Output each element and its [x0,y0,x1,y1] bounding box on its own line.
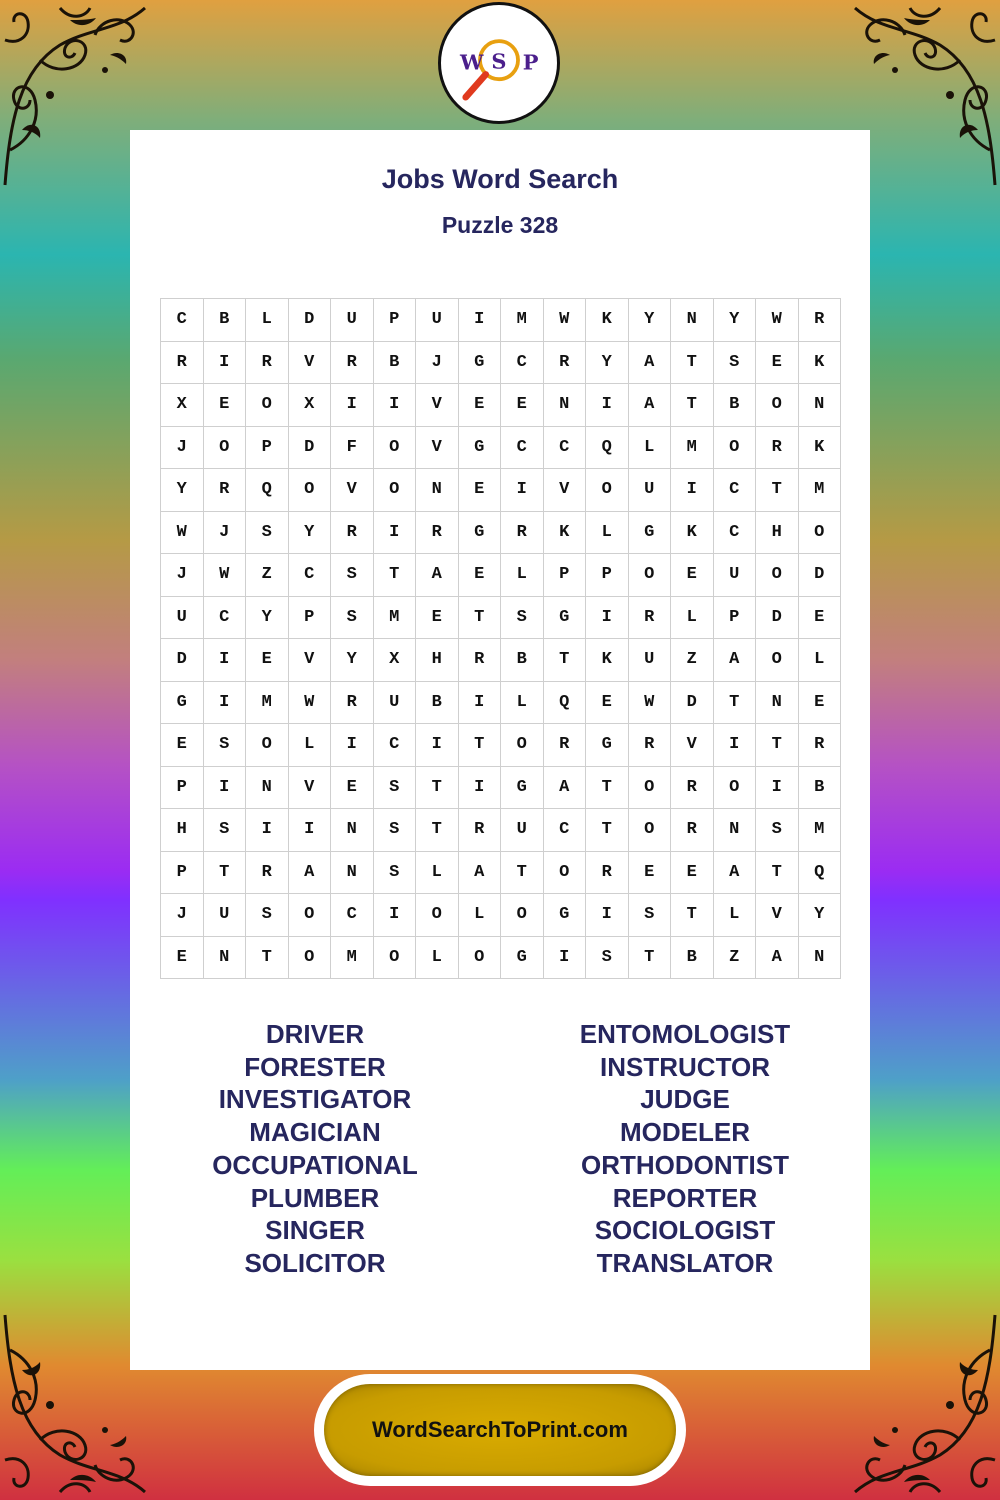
grid-cell[interactable]: U [501,809,544,852]
grid-cell[interactable]: V [331,469,374,512]
word-list-item: MAGICIAN [249,1117,381,1148]
grid-cell[interactable]: L [459,894,502,937]
grid-cell[interactable]: J [161,554,204,597]
grid-cell[interactable]: I [544,937,587,980]
grid-cell[interactable]: A [714,639,757,682]
grid-cell[interactable]: R [246,852,289,895]
corner-ornament-top-right [850,0,1000,190]
grid-cell[interactable]: L [586,512,629,555]
grid-cell[interactable]: B [204,299,247,342]
grid-cell[interactable]: R [671,809,714,852]
grid-cell[interactable]: I [204,682,247,725]
grid-cell[interactable]: B [714,384,757,427]
grid-cell[interactable]: M [799,469,842,512]
grid-cell[interactable]: P [374,299,417,342]
grid-cell[interactable]: H [756,512,799,555]
grid-cell[interactable]: V [289,767,332,810]
grid-cell[interactable]: P [586,554,629,597]
grid-cell[interactable]: T [544,639,587,682]
grid-cell[interactable]: J [161,427,204,470]
website-link-button[interactable]: WordSearchToPrint.com [324,1384,676,1476]
grid-cell[interactable]: E [459,469,502,512]
grid-cell[interactable]: K [671,512,714,555]
grid-cell[interactable]: M [671,427,714,470]
grid-cell[interactable]: Q [586,427,629,470]
grid-cell[interactable]: H [161,809,204,852]
corner-ornament-bottom-right [850,1310,1000,1500]
grid-cell[interactable]: R [544,342,587,385]
grid-cell[interactable]: K [544,512,587,555]
word-list-item: SINGER [265,1215,365,1246]
grid-cell[interactable]: I [331,384,374,427]
grid-cell[interactable]: I [501,469,544,512]
grid-cell[interactable]: Q [799,852,842,895]
grid-cell[interactable]: O [714,427,757,470]
grid-cell[interactable]: I [374,894,417,937]
grid-cell[interactable]: E [161,724,204,767]
grid-cell[interactable]: L [416,852,459,895]
grid-cell[interactable]: G [501,937,544,980]
grid-cell[interactable]: T [671,384,714,427]
grid-cell[interactable]: G [544,597,587,640]
grid-cell[interactable]: K [586,299,629,342]
grid-cell[interactable]: G [459,512,502,555]
grid-cell[interactable]: T [459,597,502,640]
grid-cell[interactable]: A [629,342,672,385]
grid-cell[interactable]: T [501,852,544,895]
grid-cell[interactable]: W [161,512,204,555]
grid-cell[interactable]: E [799,597,842,640]
grid-cell[interactable]: L [501,682,544,725]
grid-cell[interactable]: I [204,767,247,810]
grid-cell[interactable]: N [714,809,757,852]
grid-cell[interactable]: T [204,852,247,895]
grid-cell[interactable]: P [544,554,587,597]
grid-cell[interactable]: N [756,682,799,725]
grid-cell[interactable]: I [374,512,417,555]
grid-cell[interactable]: W [289,682,332,725]
grid-cell[interactable]: U [331,299,374,342]
grid-cell[interactable]: K [799,342,842,385]
grid-cell[interactable]: E [671,554,714,597]
grid-cell[interactable]: L [799,639,842,682]
grid-cell[interactable]: S [586,937,629,980]
grid-cell[interactable]: S [756,809,799,852]
word-list-item: JUDGE [640,1084,730,1115]
logo-letter-p: P [522,49,539,75]
word-list-item: OCCUPATIONAL [212,1149,418,1180]
grid-cell[interactable]: C [544,809,587,852]
grid-cell[interactable]: P [714,597,757,640]
grid-cell[interactable]: A [459,852,502,895]
grid-cell[interactable]: I [459,767,502,810]
grid-cell[interactable]: E [671,852,714,895]
grid-cell[interactable]: Y [629,299,672,342]
grid-cell[interactable]: P [246,427,289,470]
grid-cell[interactable]: K [586,639,629,682]
grid-cell[interactable]: C [714,512,757,555]
word-list-item: TRANSLATOR [596,1247,774,1278]
grid-cell[interactable]: I [459,682,502,725]
grid-cell[interactable]: G [459,342,502,385]
grid-cell[interactable]: E [331,767,374,810]
grid-cell[interactable]: E [629,852,672,895]
grid-cell[interactable]: N [204,937,247,980]
grid-cell[interactable]: A [289,852,332,895]
grid-cell[interactable]: X [374,639,417,682]
grid-cell[interactable]: B [374,342,417,385]
grid-cell[interactable]: E [799,682,842,725]
grid-cell[interactable]: T [416,809,459,852]
grid-cell[interactable]: R [799,299,842,342]
grid-cell[interactable]: G [629,512,672,555]
letter-grid [160,298,841,979]
grid-cell[interactable]: U [629,639,672,682]
grid-cell[interactable]: A [714,852,757,895]
grid-cell[interactable]: D [671,682,714,725]
grid-cell[interactable]: C [501,342,544,385]
logo-letter-s: S [491,48,507,74]
puzzle-number: Puzzle 328 [441,212,559,238]
grid-cell[interactable]: C [331,894,374,937]
grid-cell[interactable]: T [756,852,799,895]
grid-cell[interactable]: N [246,767,289,810]
grid-cell[interactable]: L [416,937,459,980]
grid-cell[interactable]: S [374,809,417,852]
grid-cell[interactable]: R [246,342,289,385]
grid-cell[interactable]: P [161,767,204,810]
grid-cell[interactable]: B [671,937,714,980]
grid-cell[interactable]: T [459,724,502,767]
grid-cell[interactable]: R [501,512,544,555]
word-list-item: PLUMBER [250,1182,380,1213]
grid-cell[interactable]: Y [586,342,629,385]
grid-cell[interactable]: C [544,427,587,470]
grid-cell[interactable]: J [416,342,459,385]
grid-cell[interactable]: C [374,724,417,767]
magnifier-icon [466,74,486,97]
grid-cell[interactable]: L [246,299,289,342]
grid-cell[interactable]: O [629,554,672,597]
grid-cell[interactable]: T [629,937,672,980]
word-list-item: MODELER [620,1117,750,1148]
grid-cell[interactable]: N [544,384,587,427]
grid-cell[interactable]: A [629,384,672,427]
grid-cell[interactable]: E [459,554,502,597]
grid-cell[interactable]: S [246,894,289,937]
grid-cell[interactable]: I [416,724,459,767]
grid-cell[interactable]: O [374,427,417,470]
grid-cell[interactable]: M [799,809,842,852]
grid-cell[interactable]: N [331,809,374,852]
grid-cell[interactable]: W [629,682,672,725]
grid-cell[interactable]: W [544,299,587,342]
grid-cell[interactable]: N [799,937,842,980]
grid-cell[interactable]: I [586,384,629,427]
grid-cell[interactable]: S [204,724,247,767]
grid-cell[interactable]: O [544,852,587,895]
site-logo[interactable] [438,2,560,124]
grid-cell[interactable]: I [459,299,502,342]
grid-cell[interactable]: U [714,554,757,597]
grid-cell[interactable]: U [204,894,247,937]
grid-cell[interactable]: O [756,639,799,682]
grid-cell[interactable]: T [416,767,459,810]
grid-cell[interactable]: O [629,767,672,810]
grid-cell[interactable]: L [629,427,672,470]
grid-cell[interactable]: O [246,724,289,767]
grid-cell[interactable]: S [331,554,374,597]
grid-cell[interactable]: E [204,384,247,427]
word-list-item: ORTHODONTIST [581,1149,789,1180]
grid-cell[interactable]: A [756,937,799,980]
word-list-item: SOCIOLOGIST [594,1215,776,1246]
grid-cell[interactable]: R [331,682,374,725]
grid-cell[interactable]: D [756,597,799,640]
grid-cell[interactable]: I [714,724,757,767]
grid-cell[interactable]: X [289,384,332,427]
grid-cell[interactable]: R [204,469,247,512]
grid-cell[interactable]: V [756,894,799,937]
grid-cell[interactable]: P [289,597,332,640]
grid-cell[interactable]: V [671,724,714,767]
grid-cell[interactable]: M [246,682,289,725]
grid-cell[interactable]: Z [246,554,289,597]
grid-cell[interactable]: V [289,342,332,385]
grid-cell[interactable]: O [756,554,799,597]
word-list-item: DRIVER [265,1019,365,1049]
grid-cell[interactable]: O [374,937,417,980]
grid-cell[interactable]: O [246,384,289,427]
grid-cell[interactable]: Y [799,894,842,937]
grid-cell[interactable]: L [501,554,544,597]
grid-cell[interactable]: R [586,852,629,895]
grid-cell[interactable]: T [374,554,417,597]
grid-cell[interactable]: U [374,682,417,725]
grid-cell[interactable]: I [756,767,799,810]
grid-cell[interactable]: Z [671,639,714,682]
grid-cell[interactable]: G [459,427,502,470]
puzzle-title: Jobs Word Search [381,164,619,194]
grid-cell[interactable]: D [289,299,332,342]
grid-cell[interactable]: X [161,384,204,427]
grid-cell[interactable]: O [416,894,459,937]
grid-cell[interactable]: B [799,767,842,810]
grid-cell[interactable]: U [416,299,459,342]
grid-cell[interactable]: E [586,682,629,725]
grid-cell[interactable]: N [671,299,714,342]
grid-cell[interactable]: S [374,852,417,895]
grid-cell[interactable]: N [799,384,842,427]
grid-cell[interactable]: D [161,639,204,682]
grid-cell[interactable]: Q [544,682,587,725]
word-list-item: REPORTER [612,1182,758,1213]
grid-cell[interactable]: D [799,554,842,597]
grid-cell[interactable]: M [501,299,544,342]
grid-cell[interactable]: T [671,342,714,385]
grid-cell[interactable]: U [161,597,204,640]
grid-cell[interactable]: E [161,937,204,980]
corner-ornament-bottom-left [0,1310,150,1500]
grid-cell[interactable]: T [586,809,629,852]
grid-cell[interactable]: E [459,384,502,427]
grid-cell[interactable]: T [586,767,629,810]
grid-cell[interactable]: Y [246,597,289,640]
grid-cell[interactable]: T [756,724,799,767]
grid-cell[interactable]: R [671,767,714,810]
grid-cell[interactable]: R [544,724,587,767]
word-list-right-column [500,1018,870,1280]
grid-cell[interactable]: R [459,639,502,682]
grid-cell[interactable]: R [416,512,459,555]
grid-cell[interactable]: V [544,469,587,512]
grid-cell[interactable]: I [331,724,374,767]
grid-cell[interactable]: A [416,554,459,597]
grid-cell[interactable]: O [714,767,757,810]
grid-cell[interactable]: M [331,937,374,980]
grid-cell[interactable]: O [501,894,544,937]
grid-cell[interactable]: O [501,724,544,767]
grid-cell[interactable]: E [416,597,459,640]
grid-cell[interactable]: J [204,512,247,555]
grid-cell[interactable]: T [671,894,714,937]
grid-cell[interactable]: C [289,554,332,597]
grid-cell[interactable]: Y [714,299,757,342]
grid-cell[interactable]: Y [331,639,374,682]
grid-cell[interactable]: G [544,894,587,937]
word-list-item: SOLICITOR [244,1247,386,1278]
grid-cell[interactable]: T [246,937,289,980]
grid-cell[interactable]: S [246,512,289,555]
grid-cell[interactable]: L [289,724,332,767]
grid-cell[interactable]: R [799,724,842,767]
grid-cell[interactable]: V [416,427,459,470]
puzzle-sheet [130,130,870,1370]
grid-cell[interactable]: L [671,597,714,640]
grid-cell[interactable]: M [374,597,417,640]
grid-cell[interactable]: C [161,299,204,342]
grid-cell[interactable]: R [459,809,502,852]
word-list-item: FORESTER [244,1051,386,1082]
grid-cell[interactable]: V [289,639,332,682]
logo-graphic [441,5,557,121]
word-list-item: INSTRUCTOR [600,1051,770,1082]
grid-cell[interactable]: O [204,427,247,470]
grid-cell[interactable]: O [799,512,842,555]
grid-cell[interactable]: I [204,639,247,682]
grid-cell[interactable]: S [501,597,544,640]
grid-cell[interactable]: O [586,469,629,512]
grid-cell[interactable]: O [289,937,332,980]
grid-cell[interactable]: E [501,384,544,427]
grid-cell[interactable]: O [459,937,502,980]
grid-cell[interactable]: O [289,894,332,937]
grid-cell[interactable]: Q [246,469,289,512]
grid-cell[interactable]: C [501,427,544,470]
corner-ornament-top-left [0,0,150,190]
grid-cell[interactable]: Z [714,937,757,980]
grid-cell[interactable]: V [416,384,459,427]
grid-cell[interactable]: I [586,894,629,937]
grid-cell[interactable]: O [629,809,672,852]
grid-cell[interactable]: R [331,512,374,555]
grid-cell[interactable]: R [161,342,204,385]
grid-cell[interactable]: C [714,469,757,512]
grid-cell[interactable]: Y [289,512,332,555]
grid-cell[interactable]: R [331,342,374,385]
grid-cell[interactable]: S [331,597,374,640]
grid-cell[interactable]: G [501,767,544,810]
grid-cell[interactable]: D [289,427,332,470]
grid-cell[interactable]: R [629,724,672,767]
grid-cell[interactable]: K [799,427,842,470]
grid-cell[interactable]: I [204,342,247,385]
word-list-item: INVESTIGATOR [218,1084,412,1115]
grid-cell[interactable]: C [204,597,247,640]
grid-cell[interactable]: J [161,894,204,937]
grid-cell[interactable]: I [586,597,629,640]
grid-cell[interactable]: R [756,427,799,470]
grid-cell[interactable]: I [246,809,289,852]
grid-cell[interactable]: T [756,469,799,512]
grid-cell[interactable]: N [331,852,374,895]
grid-cell[interactable]: U [629,469,672,512]
word-list [130,1018,870,1298]
grid-cell[interactable]: N [416,469,459,512]
grid-cell[interactable]: O [289,469,332,512]
grid-cell[interactable]: I [671,469,714,512]
grid-cell[interactable]: E [756,342,799,385]
grid-cell[interactable]: A [544,767,587,810]
grid-cell[interactable]: G [161,682,204,725]
grid-cell[interactable]: B [416,682,459,725]
grid-cell[interactable]: B [501,639,544,682]
grid-cell[interactable]: Y [161,469,204,512]
grid-cell[interactable]: F [331,427,374,470]
grid-cell[interactable]: S [374,767,417,810]
grid-cell[interactable]: W [204,554,247,597]
grid-cell[interactable]: L [714,894,757,937]
grid-cell[interactable]: P [161,852,204,895]
grid-cell[interactable]: H [416,639,459,682]
grid-cell[interactable]: S [714,342,757,385]
logo-letter-w: W [460,49,484,75]
grid-cell[interactable]: S [629,894,672,937]
grid-cell[interactable]: I [289,809,332,852]
grid-cell[interactable]: E [246,639,289,682]
grid-cell[interactable]: R [629,597,672,640]
grid-cell[interactable]: T [714,682,757,725]
grid-cell[interactable]: O [374,469,417,512]
grid-cell[interactable]: O [756,384,799,427]
grid-cell[interactable]: I [374,384,417,427]
word-list-left-column [130,1018,500,1280]
grid-cell[interactable]: S [204,809,247,852]
word-list-item: ENTOMOLOGIST [579,1019,791,1049]
grid-cell[interactable]: W [756,299,799,342]
grid-cell[interactable]: G [586,724,629,767]
